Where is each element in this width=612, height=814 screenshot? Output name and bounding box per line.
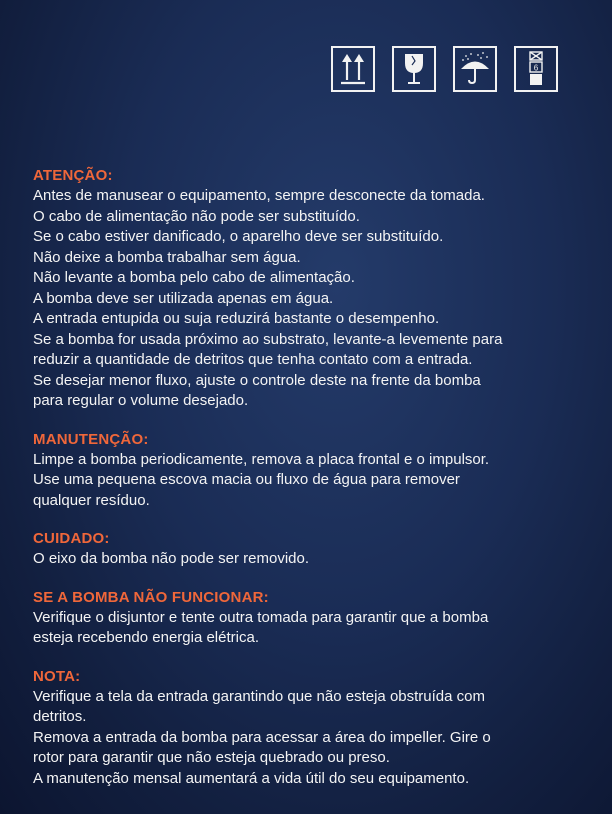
fragile-glass-icon <box>392 46 436 92</box>
text-line: Não levante a bomba pelo cabo de alimentação. <box>33 269 355 286</box>
this-way-up-icon <box>331 46 375 92</box>
packaging-symbols <box>331 46 558 92</box>
text-line: qualquer resíduo. <box>33 491 150 509</box>
text-line: Limpe a bomba periodicamente, remova a placa frontal e o impulsor. <box>33 450 490 468</box>
text-line: reduzir a quantidade de detritos que tenha contato com a entrada. <box>33 351 473 368</box>
text-line: Verifique a tela da entrada garantindo que não esteja obstruída com <box>33 687 485 705</box>
text-line: esteja recebendo energia elétrica. <box>33 629 259 646</box>
text-line: A entrada entupida ou suja reduzirá bastante o desempenho. <box>33 310 440 327</box>
text-line: Se a bomba for usada próximo ao substrato, levante-a levemente para <box>33 330 503 348</box>
section-se-a-bomba-nao-funcionar <box>33 588 578 649</box>
text-line: Use uma pequena escova macia ou fluxo de água para remover <box>33 471 460 488</box>
text-line: Antes de manusear o equipamento, sempre desconecte da tomada. <box>33 187 485 204</box>
keep-dry-umbrella-icon <box>453 46 497 92</box>
text-line: Verifique o disjuntor e tente outra tomada para garantir que a bomba <box>33 608 489 626</box>
text-line: Se o cabo estiver danificado, o aparelho deve ser substituído. <box>33 228 444 245</box>
section-heading: CUIDADO: <box>33 530 110 547</box>
section-manutencao <box>33 430 578 512</box>
stacking-limit-icon <box>514 46 558 92</box>
stack-limit-number: 6 <box>533 63 539 73</box>
section-cuidado <box>33 529 578 570</box>
text-line: A manutenção mensal aumentará a vida útil do seu equipamento. <box>33 769 470 787</box>
section-heading: SE A BOMBA NÃO FUNCIONAR: <box>33 588 269 606</box>
text-line: Se desejar menor fluxo, ajuste o controle deste na frente da bomba <box>33 371 481 389</box>
section-atencao <box>33 166 578 412</box>
section-heading: ATENÇÃO: <box>33 167 113 184</box>
text-line: Remova a entrada da bomba para acessar a área do impeller. Gire o <box>33 728 491 746</box>
text-line: O cabo de alimentação não pode ser substituído. <box>33 207 360 225</box>
text-line: A bomba deve ser utilizada apenas em água. <box>33 289 334 307</box>
text-line: Não deixe a bomba trabalhar sem água. <box>33 248 301 266</box>
text-line: O eixo da bomba não pode ser removido. <box>33 550 309 567</box>
section-nota <box>33 667 578 790</box>
section-heading: MANUTENÇÃO: <box>33 430 149 448</box>
instructions <box>33 166 578 807</box>
text-line: rotor para garantir que não esteja quebrado ou preso. <box>33 749 390 766</box>
section-heading: NOTA: <box>33 667 81 685</box>
text-line: para regular o volume desejado. <box>33 392 249 409</box>
text-line: detritos. <box>33 708 87 725</box>
